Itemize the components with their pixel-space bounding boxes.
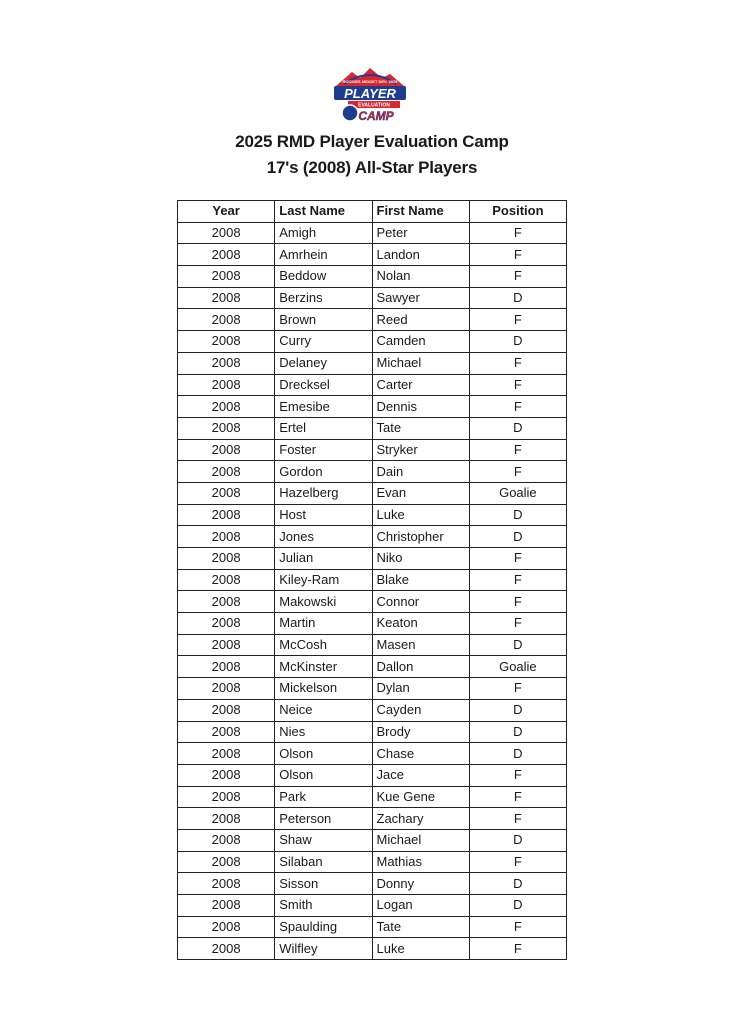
cell-last-name: Kiley-Ram: [275, 569, 372, 591]
cell-last-name: Brown: [275, 309, 372, 331]
cell-year: 2008: [178, 287, 275, 309]
cell-last-name: Foster: [275, 439, 372, 461]
cell-position: F: [469, 548, 566, 570]
cell-first-name: Brody: [372, 721, 469, 743]
cell-position: F: [469, 569, 566, 591]
table-row: [178, 374, 567, 396]
table-header-row: [178, 201, 567, 223]
cell-last-name: Jones: [275, 526, 372, 548]
cell-position: D: [469, 287, 566, 309]
table-row: [178, 678, 567, 700]
cell-year: 2008: [178, 851, 275, 873]
table-row: [178, 331, 567, 353]
cell-last-name: Gordon: [275, 461, 372, 483]
cell-first-name: Luke: [372, 504, 469, 526]
cell-first-name: Niko: [372, 548, 469, 570]
cell-position: Goalie: [469, 482, 566, 504]
cell-year: 2008: [178, 938, 275, 960]
cell-year: 2008: [178, 591, 275, 613]
cell-last-name: Amigh: [275, 222, 372, 244]
cell-first-name: Blake: [372, 569, 469, 591]
logo-text-main: PLAYER: [344, 86, 396, 101]
cell-position: Goalie: [469, 656, 566, 678]
cell-year: 2008: [178, 699, 275, 721]
table-row: [178, 829, 567, 851]
cell-last-name: McKinster: [275, 656, 372, 678]
cell-position: D: [469, 699, 566, 721]
column-header-year: Year: [178, 201, 275, 223]
cell-year: 2008: [178, 331, 275, 353]
cell-year: 2008: [178, 808, 275, 830]
table-row: [178, 764, 567, 786]
cell-last-name: Amrhein: [275, 244, 372, 266]
table-row: [178, 613, 567, 635]
cell-first-name: Kue Gene: [372, 786, 469, 808]
cell-last-name: Smith: [275, 895, 372, 917]
cell-position: D: [469, 331, 566, 353]
cell-last-name: Host: [275, 504, 372, 526]
table-row: [178, 504, 567, 526]
cell-last-name: Emesibe: [275, 396, 372, 418]
cell-year: 2008: [178, 548, 275, 570]
cell-first-name: Cayden: [372, 699, 469, 721]
cell-year: 2008: [178, 396, 275, 418]
cell-first-name: Michael: [372, 829, 469, 851]
cell-position: F: [469, 244, 566, 266]
cell-year: 2008: [178, 352, 275, 374]
cell-last-name: Beddow: [275, 266, 372, 288]
cell-first-name: Landon: [372, 244, 469, 266]
cell-last-name: Delaney: [275, 352, 372, 374]
table-row: [178, 569, 567, 591]
cell-first-name: Jace: [372, 764, 469, 786]
cell-position: F: [469, 222, 566, 244]
table-row: [178, 851, 567, 873]
cell-position: F: [469, 374, 566, 396]
table-row: [178, 743, 567, 765]
column-header-position: Position: [469, 201, 566, 223]
cell-last-name: Ertel: [275, 417, 372, 439]
cell-last-name: Curry: [275, 331, 372, 353]
cell-year: 2008: [178, 829, 275, 851]
table-row: [178, 352, 567, 374]
column-header-first-name: First Name: [372, 201, 469, 223]
table-row: [178, 439, 567, 461]
cell-year: 2008: [178, 743, 275, 765]
cell-last-name: Berzins: [275, 287, 372, 309]
cell-year: 2008: [178, 569, 275, 591]
cell-year: 2008: [178, 895, 275, 917]
table-row: [178, 244, 567, 266]
cell-year: 2008: [178, 222, 275, 244]
table-row: [178, 287, 567, 309]
cell-last-name: Nies: [275, 721, 372, 743]
cell-year: 2008: [178, 439, 275, 461]
table-row: [178, 591, 567, 613]
cell-last-name: Park: [275, 786, 372, 808]
cell-position: D: [469, 895, 566, 917]
cell-last-name: Olson: [275, 764, 372, 786]
cell-position: F: [469, 309, 566, 331]
cell-position: F: [469, 352, 566, 374]
roster-table: [177, 200, 567, 960]
cell-first-name: Reed: [372, 309, 469, 331]
cell-position: D: [469, 743, 566, 765]
cell-first-name: Zachary: [372, 808, 469, 830]
cell-position: D: [469, 504, 566, 526]
cell-first-name: Stryker: [372, 439, 469, 461]
cell-last-name: Shaw: [275, 829, 372, 851]
table-row: [178, 873, 567, 895]
cell-last-name: Silaban: [275, 851, 372, 873]
logo-text-sub: EVALUATION: [358, 102, 390, 109]
cell-first-name: Christopher: [372, 526, 469, 548]
logo-text-top: ROCKIES MIDGET DEV. 2025: [342, 79, 398, 84]
table-row: [178, 482, 567, 504]
cell-year: 2008: [178, 309, 275, 331]
cell-position: F: [469, 439, 566, 461]
cell-position: F: [469, 678, 566, 700]
table-row: [178, 699, 567, 721]
cell-first-name: Dennis: [372, 396, 469, 418]
cell-first-name: Peter: [372, 222, 469, 244]
cell-last-name: Drecksel: [275, 374, 372, 396]
cell-year: 2008: [178, 482, 275, 504]
table-row: [178, 721, 567, 743]
cell-first-name: Sawyer: [372, 287, 469, 309]
table-row: [178, 808, 567, 830]
roster-body: [178, 222, 567, 959]
cell-first-name: Keaton: [372, 613, 469, 635]
cell-position: F: [469, 916, 566, 938]
camp-logo: [330, 64, 410, 126]
cell-last-name: Martin: [275, 613, 372, 635]
cell-first-name: Chase: [372, 743, 469, 765]
cell-position: D: [469, 417, 566, 439]
cell-year: 2008: [178, 526, 275, 548]
cell-first-name: Carter: [372, 374, 469, 396]
cell-year: 2008: [178, 678, 275, 700]
cell-first-name: Tate: [372, 916, 469, 938]
cell-last-name: Neice: [275, 699, 372, 721]
cell-year: 2008: [178, 634, 275, 656]
cell-position: F: [469, 613, 566, 635]
cell-first-name: Dallon: [372, 656, 469, 678]
cell-year: 2008: [178, 417, 275, 439]
cell-year: 2008: [178, 613, 275, 635]
cell-position: F: [469, 938, 566, 960]
cell-position: F: [469, 764, 566, 786]
table-row: [178, 938, 567, 960]
cell-first-name: Mathias: [372, 851, 469, 873]
cell-year: 2008: [178, 461, 275, 483]
cell-position: F: [469, 808, 566, 830]
logo-text-bottom: CAMP: [358, 109, 394, 123]
cell-last-name: Sisson: [275, 873, 372, 895]
page-subtitle: 17's (2008) All-Star Players: [266, 158, 478, 177]
cell-last-name: Olson: [275, 743, 372, 765]
cell-first-name: Camden: [372, 331, 469, 353]
table-row: [178, 916, 567, 938]
puck-icon: [342, 105, 358, 121]
cell-year: 2008: [178, 244, 275, 266]
table-row: [178, 786, 567, 808]
cell-year: 2008: [178, 916, 275, 938]
table-row: [178, 396, 567, 418]
cell-year: 2008: [178, 873, 275, 895]
cell-first-name: Connor: [372, 591, 469, 613]
cell-position: D: [469, 829, 566, 851]
cell-last-name: Spaulding: [275, 916, 372, 938]
cell-position: F: [469, 591, 566, 613]
cell-position: F: [469, 786, 566, 808]
cell-position: D: [469, 721, 566, 743]
cell-last-name: Wilfley: [275, 938, 372, 960]
cell-position: F: [469, 266, 566, 288]
cell-first-name: Tate: [372, 417, 469, 439]
cell-first-name: Logan: [372, 895, 469, 917]
table-row: [178, 895, 567, 917]
cell-first-name: Michael: [372, 352, 469, 374]
cell-position: D: [469, 634, 566, 656]
cell-year: 2008: [178, 764, 275, 786]
cell-last-name: Peterson: [275, 808, 372, 830]
table-row: [178, 309, 567, 331]
cell-first-name: Dain: [372, 461, 469, 483]
cell-first-name: Donny: [372, 873, 469, 895]
cell-first-name: Masen: [372, 634, 469, 656]
cell-position: F: [469, 851, 566, 873]
cell-year: 2008: [178, 656, 275, 678]
page-title: 2025 RMD Player Evaluation Camp: [235, 132, 509, 151]
cell-first-name: Evan: [372, 482, 469, 504]
table-row: [178, 526, 567, 548]
cell-position: D: [469, 526, 566, 548]
cell-first-name: Nolan: [372, 266, 469, 288]
cell-year: 2008: [178, 266, 275, 288]
column-header-last-name: Last Name: [275, 201, 372, 223]
table-row: [178, 548, 567, 570]
table-row: [178, 222, 567, 244]
cell-year: 2008: [178, 374, 275, 396]
cell-last-name: McCosh: [275, 634, 372, 656]
cell-year: 2008: [178, 504, 275, 526]
cell-first-name: Luke: [372, 938, 469, 960]
cell-first-name: Dylan: [372, 678, 469, 700]
table-row: [178, 461, 567, 483]
cell-year: 2008: [178, 721, 275, 743]
table-row: [178, 417, 567, 439]
cell-last-name: Hazelberg: [275, 482, 372, 504]
table-row: [178, 656, 567, 678]
cell-position: D: [469, 873, 566, 895]
cell-last-name: Mickelson: [275, 678, 372, 700]
cell-year: 2008: [178, 786, 275, 808]
table-row: [178, 634, 567, 656]
table-row: [178, 266, 567, 288]
cell-last-name: Makowski: [275, 591, 372, 613]
cell-position: F: [469, 461, 566, 483]
cell-last-name: Julian: [275, 548, 372, 570]
cell-position: F: [469, 396, 566, 418]
